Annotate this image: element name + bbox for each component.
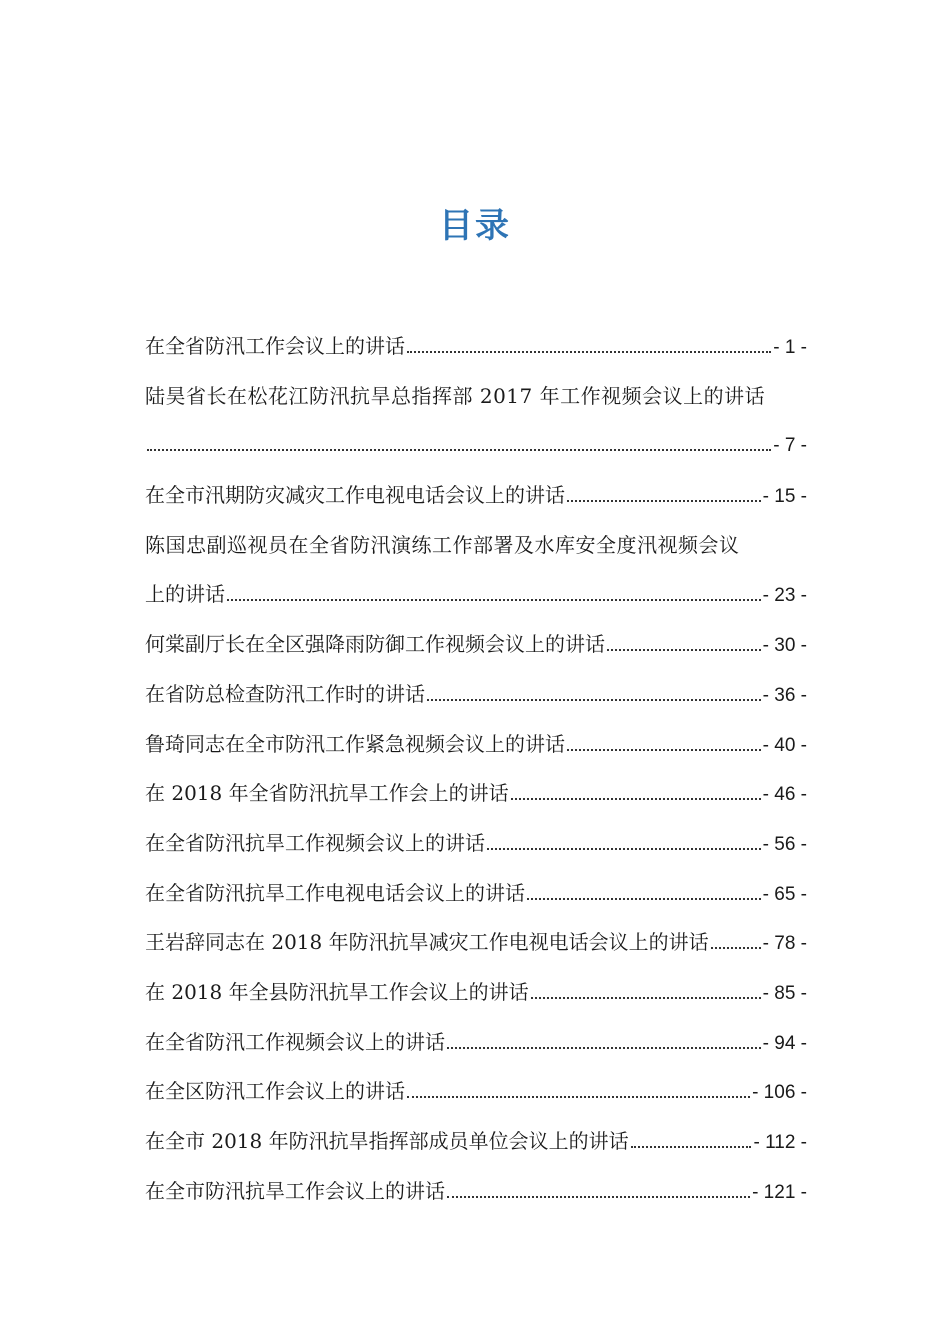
toc-page-number: - 23 - — [762, 585, 807, 607]
toc-entry-title: 在全市 2018 年防汛抗旱指挥部成员单位会议上的讲话 — [145, 1129, 629, 1153]
toc-entry[interactable] — [145, 570, 807, 620]
toc-entry[interactable] — [145, 819, 807, 869]
toc-entry-title: 王岩辞同志在 2018 年防汛抗旱减灾工作电视电话会议上的讲话 — [145, 930, 709, 955]
toc-list — [145, 322, 807, 1216]
toc-dot-leader — [447, 1195, 750, 1198]
toc-entry[interactable] — [145, 720, 807, 770]
toc-page-number: - 78 - — [762, 933, 807, 955]
toc-entry[interactable] — [145, 620, 807, 670]
toc-entry-title: 在全省防汛工作会议上的讲话 — [145, 334, 405, 358]
toc-entry-title: 在全省防汛工作视频会议上的讲话 — [145, 1029, 445, 1054]
toc-entry-title: 陈国忠副巡视员在全省防汛演练工作部署及水库安全度汛视频会议 — [145, 532, 740, 557]
toc-heading: 目录 — [439, 206, 511, 246]
toc-page-number: - 36 - — [762, 684, 807, 706]
toc-entry[interactable] — [145, 322, 807, 372]
toc-page-number: - 94 - — [762, 1032, 807, 1054]
toc-entry-title: 在 2018 年全省防汛抗旱工作会上的讲话 — [145, 781, 509, 806]
toc-dot-leader — [531, 996, 761, 999]
toc-dot-leader — [511, 797, 761, 800]
toc-dot-leader — [711, 946, 761, 949]
toc-entry[interactable] — [145, 1067, 807, 1117]
toc-entry-title: 何棠副厅长在全区强降雨防御工作视频会议上的讲话 — [145, 632, 605, 657]
toc-dot-leader — [527, 897, 761, 900]
toc-entry[interactable] — [145, 421, 807, 471]
toc-dot-leader — [147, 448, 771, 451]
toc-entry-title: 在 2018 年全县防汛抗旱工作会议上的讲话 — [145, 979, 529, 1004]
toc-dot-leader — [631, 1145, 752, 1148]
toc-page-number: - 85 - — [762, 982, 807, 1004]
toc-dot-leader — [487, 847, 761, 850]
toc-page-number: - 106 - — [752, 1082, 807, 1104]
toc-dot-leader — [567, 748, 761, 751]
toc-entry-title: 在全市汛期防灾减灾工作电视电话会议上的讲话 — [145, 483, 565, 508]
toc-entry[interactable] — [145, 372, 807, 422]
toc-entry[interactable] — [145, 918, 807, 968]
toc-page-number: - 121 - — [752, 1181, 807, 1203]
toc-entry[interactable] — [145, 670, 807, 720]
toc-page-number: - 46 - — [762, 784, 807, 806]
toc-dot-leader — [447, 1046, 761, 1049]
toc-page-number: - 40 - — [762, 734, 807, 756]
toc-page-number: - 65 - — [762, 883, 807, 905]
toc-entry-title: 上的讲话 — [145, 582, 225, 607]
toc-entry[interactable] — [145, 521, 807, 571]
toc-dot-leader — [567, 499, 761, 502]
toc-page-number: - 1 - — [773, 337, 807, 358]
toc-dot-leader — [407, 1095, 750, 1098]
toc-dot-leader — [427, 698, 761, 701]
toc-page-number: - 30 - — [762, 635, 807, 657]
toc-page-number: - 15 - — [762, 486, 807, 508]
toc-entry-title: 在全省防汛抗旱工作视频会议上的讲话 — [145, 830, 485, 855]
toc-entry[interactable] — [145, 471, 807, 521]
toc-entry[interactable] — [145, 869, 807, 919]
toc-entry[interactable] — [145, 1167, 807, 1217]
toc-entry[interactable] — [145, 1018, 807, 1068]
toc-entry-title: 陆昊省长在松花江防汛抗旱总指挥部 2017 年工作视频会议上的讲话 — [145, 383, 766, 408]
toc-entry[interactable] — [145, 968, 807, 1018]
toc-entry[interactable] — [145, 1117, 807, 1167]
toc-dot-leader — [227, 598, 761, 601]
toc-page-number: - 112 - — [753, 1132, 807, 1153]
toc-entry-title: 在全区防汛工作会议上的讲话 — [145, 1079, 405, 1104]
toc-page-number: - 56 - — [762, 833, 807, 855]
toc-entry-title: 鲁琦同志在全市防汛工作紧急视频会议上的讲话 — [145, 731, 565, 756]
toc-page-number: - 7 - — [773, 435, 807, 457]
toc-dot-leader — [607, 648, 761, 651]
toc-entry[interactable] — [145, 769, 807, 819]
toc-entry-title: 在省防总检查防汛工作时的讲话 — [145, 681, 425, 706]
toc-entry-title: 在全市防汛抗旱工作会议上的讲话 — [145, 1178, 445, 1203]
toc-entry-title: 在全省防汛抗旱工作电视电话会议上的讲话 — [145, 880, 525, 905]
toc-dot-leader — [407, 350, 771, 353]
